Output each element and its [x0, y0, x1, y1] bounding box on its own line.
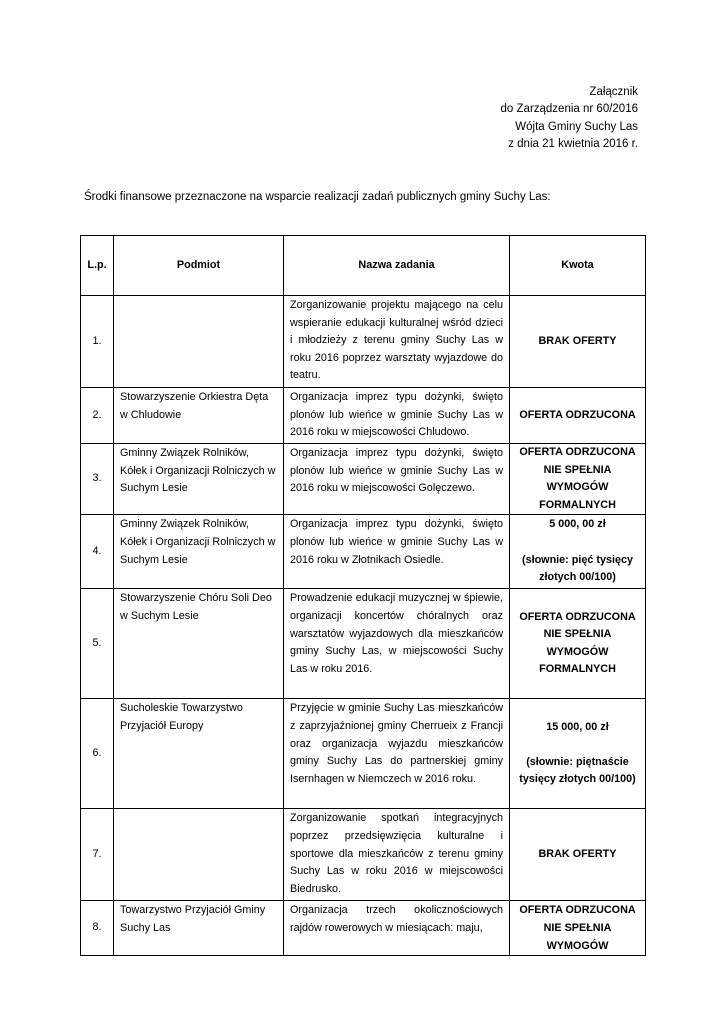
- kwota-line-2: (słownie: piętnaście: [526, 755, 629, 768]
- table-row: [81, 589, 646, 699]
- kwota-line-3: FORMALNYCH: [539, 498, 616, 511]
- cell-lp: 6.: [81, 699, 114, 809]
- kwota-line-1: BRAK OFERTY: [538, 848, 617, 861]
- cell-lp: 8.: [81, 901, 114, 956]
- cell-lp: 4.: [81, 515, 114, 589]
- kwota-line-1: OFERTA ODRZUCONA: [519, 610, 636, 623]
- kwota-line-1: 5 000, 00 zł: [549, 518, 606, 531]
- cell-podmiot: Gminny Związek Rolników, Kółek i Organizacji Rolniczych w Suchym Lesie: [114, 444, 284, 515]
- table-row: [81, 388, 646, 444]
- table-row: [81, 699, 646, 809]
- attachment-header: [338, 84, 638, 154]
- kwota-line-1: BRAK OFERTY: [538, 334, 617, 347]
- cell-podmiot: [114, 809, 284, 901]
- kwota-line-3: złotych 00/100): [539, 571, 616, 584]
- table-row: [81, 515, 646, 589]
- cell-nazwa: Prowadzenie edukacji muzycznej w śpiewie, organizacji koncertów chóralnych oraz warsztatów wyjazdowych dla mieszkańców gminy Suchy Las, w miejscowości Suchy Las w roku 2016.: [284, 589, 510, 699]
- cell-lp: 7.: [81, 809, 114, 901]
- cell-nazwa: Zorganizowanie spotkań integracyjnych poprzez przedsięwzięcia kulturalne i sportowe dla mieszkańców z terenu gminy Suchy Las w roku 2016 w miejscowości Biedrusko.: [284, 809, 510, 901]
- funding-table: [80, 235, 646, 956]
- cell-podmiot: [114, 296, 284, 388]
- kwota-line-1: 15 000, 00 zł: [546, 720, 609, 733]
- intro-text: Środki finansowe przeznaczone na wsparcie realizacji zadań publicznych gminy Suchy Las:: [84, 191, 551, 203]
- cell-podmiot: Stowarzyszenie Orkiestra Dęta w Chludowie: [114, 388, 284, 444]
- table-row: [81, 809, 646, 901]
- table-row: [81, 296, 646, 388]
- cell-lp: 3.: [81, 444, 114, 515]
- cell-nazwa: Przyjęcie w gminie Suchy Las mieszkańców z zaprzyjaźnionej gminy Cherrueix z Francji oraz organizacja wyjazdu mieszkańców gminy Suchy Las do partnerskiej gminy Isernhagen w Niemczech w 2016 roku.: [284, 699, 510, 809]
- kwota-line-2: (słownie: pięć tysięcy: [521, 553, 633, 566]
- kwota-line-3: FORMALNYCH: [539, 663, 616, 676]
- cell-kwota: [510, 809, 646, 901]
- cell-podmiot: [114, 901, 284, 956]
- cell-kwota: [510, 296, 646, 388]
- cell-lp: 5.: [81, 589, 114, 699]
- cell-kwota: [510, 515, 646, 589]
- header-nazwa: Nazwa zadania: [284, 236, 510, 296]
- cell-kwota: [510, 589, 646, 699]
- kwota-line-1: OFERTA ODRZUCONA: [519, 446, 636, 458]
- cell-podmiot: Gminny Związek Rolników, Kółek i Organizacji Rolniczych w Suchym Lesie: [114, 515, 284, 589]
- podmiot-text: Towarzystwo Przyjaciół Gminy Suchy Las: [120, 904, 266, 934]
- cell-nazwa: Organizacja imprez typu dożynki, święto plonów lub wieńce w gminie Suchy Las w 2016 roku w miejscowości Golęczewo.: [284, 444, 510, 515]
- cell-podmiot: Sucholeskie Towarzystwo Przyjaciół Europy: [114, 699, 284, 809]
- header-kwota: Kwota: [510, 236, 646, 296]
- cell-nazwa: Zorganizowanie projektu mającego na celu wspieranie edukacji kulturalnej wśród dzieci i młodzieży z terenu gminy Suchy Las w roku 2016 poprzez warsztaty wyjazdowe do teatru.: [284, 296, 510, 388]
- cell-podmiot: Stowarzyszenie Chóru Soli Deo w Suchym Lesie: [114, 589, 284, 699]
- cell-kwota: [510, 901, 646, 956]
- kwota-line-2: NIE SPEŁNIA WYMOGÓW: [543, 628, 612, 658]
- table-row: [81, 901, 646, 956]
- kwota-line-1: OFERTA ODRZUCONA: [519, 408, 636, 421]
- kwota-line-2: NIE SPEŁNIA WYMOGÓW: [543, 921, 612, 952]
- header-line-1: Załącznik: [589, 86, 638, 98]
- cell-kwota: [510, 699, 646, 809]
- header-line-3: Wójta Gminy Suchy Las: [515, 120, 638, 133]
- cell-nazwa: Organizacja imprez typu dożynki, święto plonów lub wieńce w gminie Suchy Las w 2016 roku w miejscowości Chludowo.: [284, 388, 510, 444]
- table-row: [81, 444, 646, 515]
- cell-lp: 1.: [81, 296, 114, 388]
- header-line-4: z dnia 21 kwietnia 2016 r.: [508, 138, 638, 151]
- cell-nazwa: [284, 901, 510, 956]
- cell-lp: 2.: [81, 388, 114, 444]
- cell-kwota: [510, 388, 646, 444]
- cell-nazwa: Organizacja imprez typu dożynki, święto plonów lub wieńce w gminie Suchy Las w 2016 roku w Złotnikach Osiedle.: [284, 515, 510, 589]
- nazwa-text: Organizacja trzech okolicznościowych rajdów rowerowych w miesiącach: maju,: [290, 904, 503, 934]
- table-header-row: [81, 236, 646, 296]
- cell-kwota: [510, 444, 646, 515]
- kwota-line-1: OFERTA ODRZUCONA: [519, 904, 636, 917]
- header-line-2: do Zarządzenia nr 60/2016: [500, 103, 638, 116]
- header-podmiot: Podmiot: [114, 236, 284, 296]
- header-lp: L.p.: [81, 236, 114, 296]
- kwota-line-2: NIE SPEŁNIA WYMOGÓW: [543, 463, 612, 494]
- kwota-line-3: tysięcy złotych 00/100): [519, 773, 636, 786]
